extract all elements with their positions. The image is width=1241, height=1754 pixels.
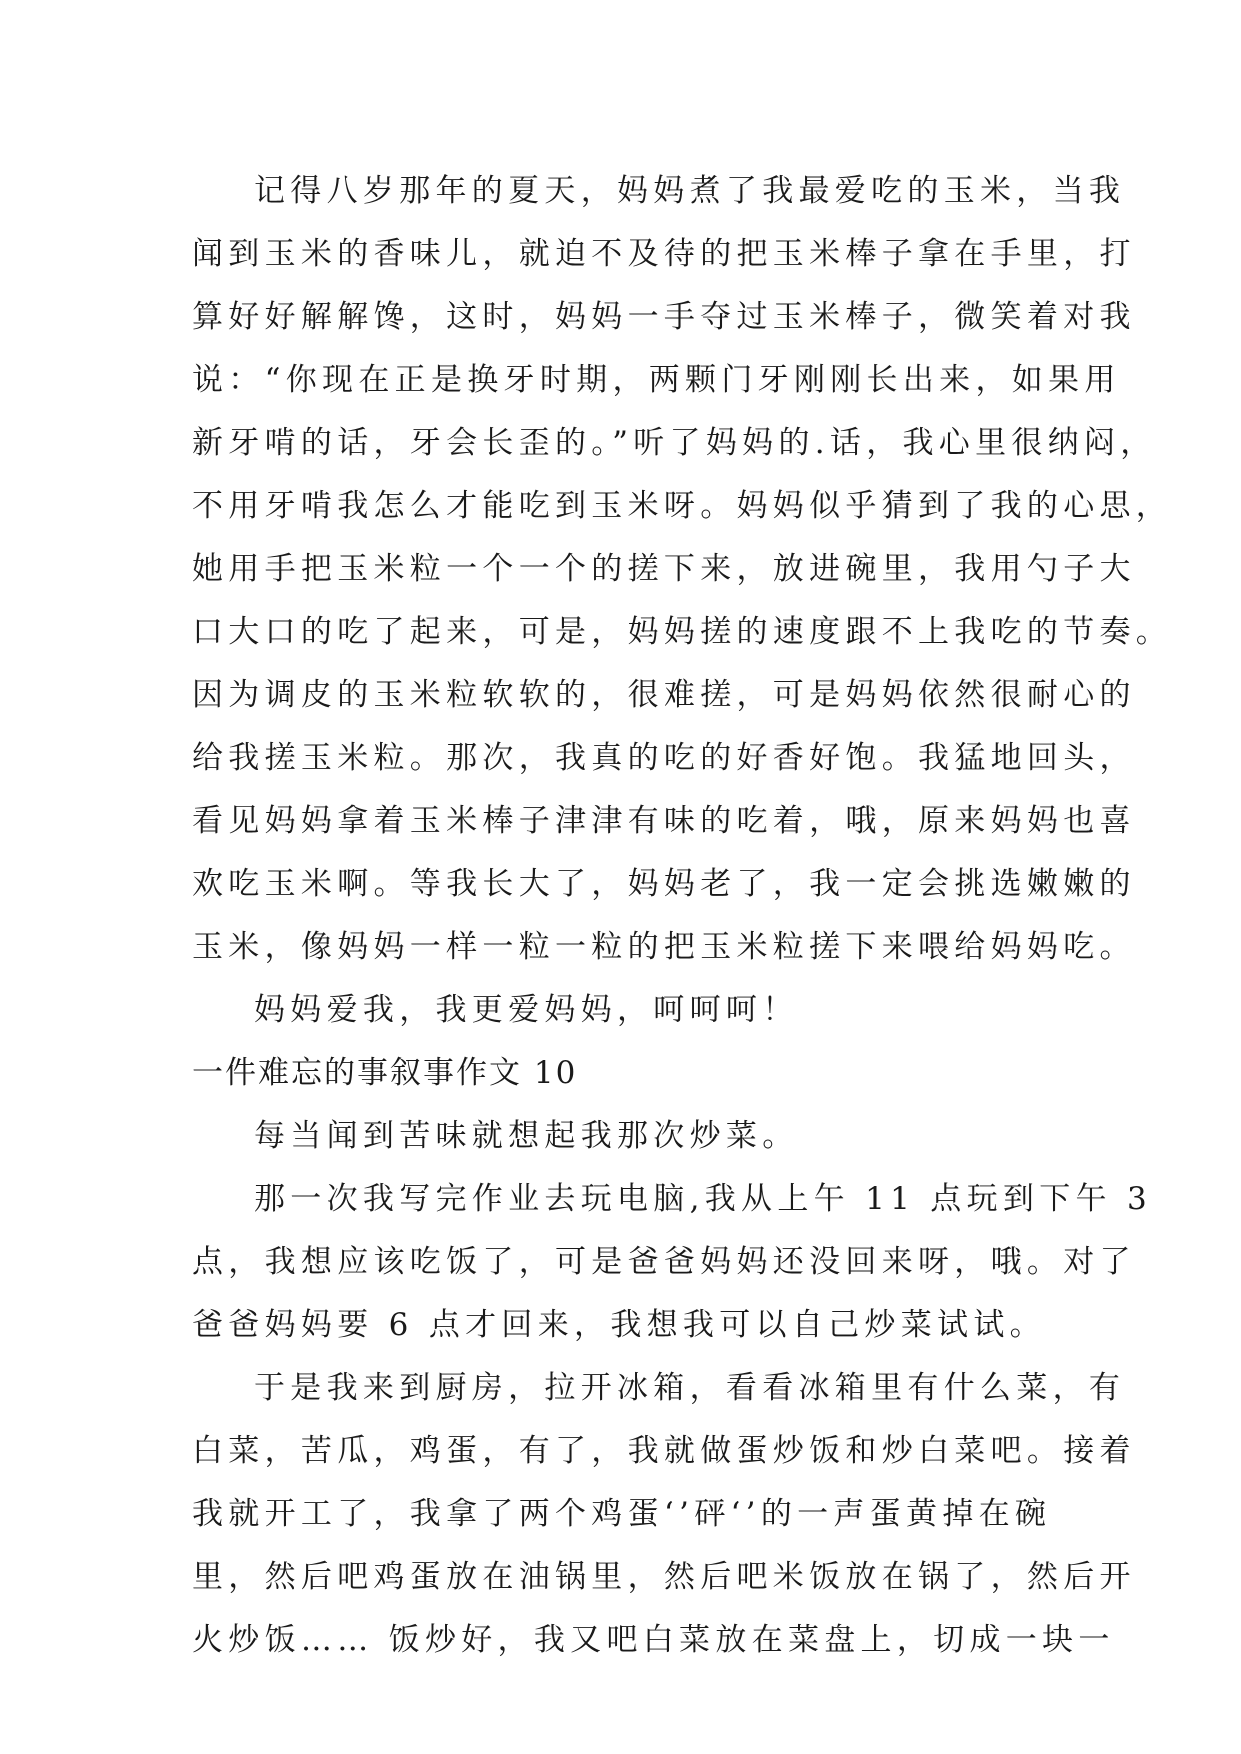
essay-title: 一件难忘的事叙事作文 10 — [192, 1055, 578, 1091]
text-line: 每当闻到苦味就想起我那次炒菜。 — [254, 1118, 799, 1154]
text-line: 算好好解解馋，这时，妈妈一手夺过玉米棒子，微笑着对我 — [192, 299, 1136, 335]
text-line: 那一次我写完作业去玩电脑,我从上午 11 点玩到下午 3 — [254, 1181, 1152, 1217]
text-line: 里，然后吧鸡蛋放在油锅里，然后吧米饭放在锅了，然后开 — [192, 1559, 1136, 1595]
text-line: 火炒饭…… 饭炒好，我又吧白菜放在菜盘上，切成一块一 — [192, 1622, 1115, 1658]
text-line: 于是我来到厨房，拉开冰箱，看看冰箱里有什么菜，有 — [254, 1370, 1126, 1406]
text-line: 不用牙啃我怎么才能吃到玉米呀。妈妈似乎猜到了我的心思， — [192, 488, 1173, 524]
text-line: 给我搓玉米粒。那次，我真的吃的好香好饱。我猛地回头， — [192, 740, 1136, 776]
text-line: 妈妈爱我，我更爱妈妈，呵呵呵！ — [254, 992, 799, 1028]
text-line: 闻到玉米的香味儿，就迫不及待的把玉米棒子拿在手里，打 — [192, 236, 1136, 272]
essay-body — [192, 160, 1173, 1672]
text-line: 口大口的吃了起来，可是，妈妈搓的速度跟不上我吃的节奏。 — [192, 614, 1173, 650]
text-line: 记得八岁那年的夏天，妈妈煮了我最爱吃的玉米，当我 — [254, 173, 1126, 209]
text-line: 看见妈妈拿着玉米棒子津津有味的吃着，哦，原来妈妈也喜 — [192, 803, 1136, 839]
text-line: 玉米，像妈妈一样一粒一粒的把玉米粒搓下来喂给妈妈吃。 — [192, 929, 1136, 965]
text-line: 她用手把玉米粒一个一个的搓下来，放进碗里，我用勺子大 — [192, 551, 1136, 587]
text-line: 说：“你现在正是换牙时期，两颗门牙刚刚长出来，如果用 — [192, 362, 1121, 398]
text-line: 因为调皮的玉米粒软软的，很难搓，可是妈妈依然很耐心的 — [192, 677, 1136, 713]
text-line: 白菜，苦瓜，鸡蛋，有了，我就做蛋炒饭和炒白菜吧。接着 — [192, 1433, 1136, 1469]
text-line: 点，我想应该吃饭了，可是爸爸妈妈还没回来呀，哦。对了 — [192, 1244, 1136, 1280]
text-line: 新牙啃的话，牙会长歪的。”听了妈妈的.话，我心里很纳闷， — [192, 425, 1157, 461]
text-line: 我就开工了，我拿了两个鸡蛋‘’砰‘’的一声蛋黄掉在碗 — [192, 1496, 1052, 1532]
text-line: 欢吃玉米啊。等我长大了，妈妈老了，我一定会挑选嫩嫩的 — [192, 866, 1136, 902]
text-line: 爸爸妈妈要 6 点才回来，我想我可以自己炒菜试试。 — [192, 1307, 1046, 1343]
